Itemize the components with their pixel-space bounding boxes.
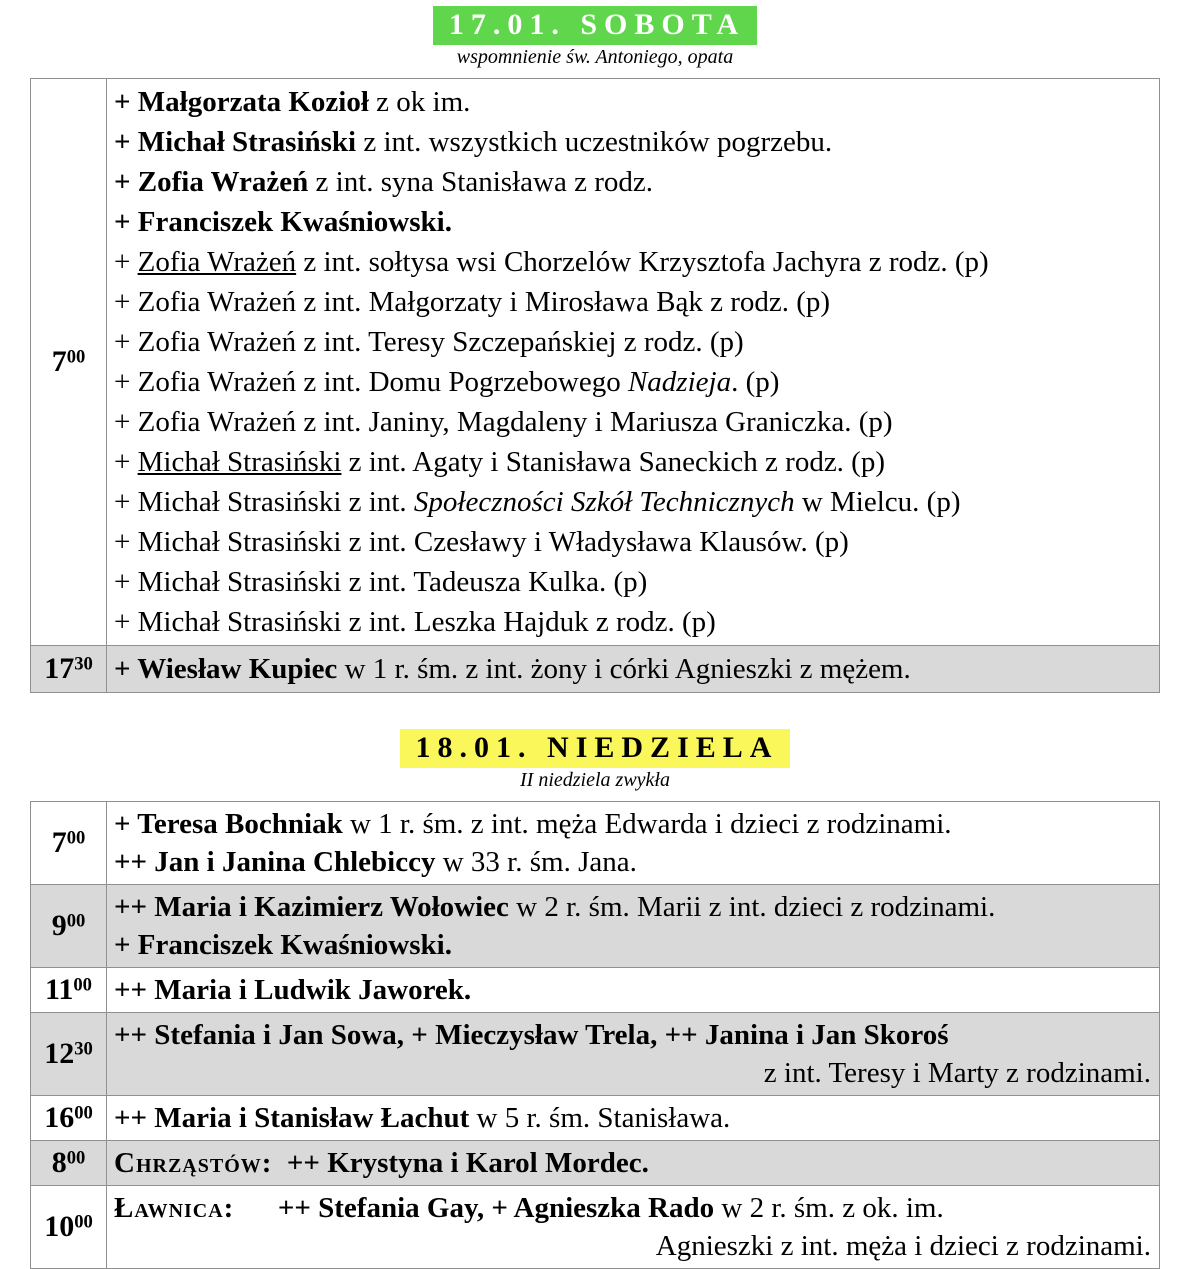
sunday-subtitle: II niedziela zwykła bbox=[520, 769, 670, 791]
mass-row-800 bbox=[31, 1141, 1160, 1186]
intention-line bbox=[114, 1016, 1151, 1054]
saturday-header-wrap bbox=[30, 6, 1160, 45]
intention-line bbox=[114, 843, 1151, 881]
mass-time-hour: 11 bbox=[45, 973, 74, 1006]
intention-text-segment bbox=[272, 1147, 287, 1179]
intention-text-segment: w 1 r. śm. z int. żony i córki Agnieszki z mężem. bbox=[337, 653, 911, 685]
intention-text-segment: z int. wszystkich uczestników pogrzebu. bbox=[356, 126, 833, 158]
intention-text-segment: + Zofia Wrażeń z int. Domu Pogrzebowego bbox=[114, 366, 628, 398]
intention-text-segment: + Franciszek Kwaśniowski. bbox=[114, 929, 452, 961]
mass-intentions-cell bbox=[107, 1186, 1160, 1269]
intention-text-segment: Ławnica: bbox=[114, 1192, 235, 1224]
intention-line bbox=[114, 888, 1151, 926]
intention-line bbox=[114, 971, 1151, 1009]
intention-text-segment: + Michał Strasiński z int. Tadeusza Kulka. (p) bbox=[114, 566, 648, 598]
mass-row-1100 bbox=[31, 968, 1160, 1013]
intention-text-segment: z int. Teresy i Marty z rodzinami. bbox=[763, 1057, 1151, 1089]
section-saturday bbox=[30, 6, 1160, 693]
intention-text-segment: w Mielcu. (p) bbox=[794, 486, 961, 518]
intention-line bbox=[114, 926, 1151, 964]
intention-line bbox=[114, 82, 1151, 122]
mass-intentions-cell bbox=[107, 1096, 1160, 1141]
intention-text-segment: Zofia Wrażeń bbox=[137, 246, 297, 278]
intention-text-segment: w 2 r. śm. z ok. im. bbox=[714, 1192, 944, 1224]
mass-intentions-cell bbox=[107, 802, 1160, 885]
mass-row-1730 bbox=[31, 646, 1160, 693]
intention-text-segment: Nadzieja bbox=[627, 366, 732, 398]
mass-time-hour: 17 bbox=[44, 652, 75, 685]
intention-text-segment: Chrząstów: bbox=[114, 1147, 273, 1179]
intention-line bbox=[114, 522, 1151, 562]
intention-text-segment: + Zofia Wrażeń z int. Małgorzaty i Mirosława Bąk z rodz. (p) bbox=[114, 286, 831, 318]
intention-line bbox=[114, 649, 1151, 689]
mass-time bbox=[31, 802, 107, 885]
mass-time-hour: 10 bbox=[44, 1210, 75, 1243]
mass-row-1000 bbox=[31, 1186, 1160, 1269]
intention-text-segment: ++ Jan i Janina Chlebiccy bbox=[114, 846, 436, 878]
intention-line bbox=[114, 162, 1151, 202]
intention-text-segment: Agnieszki z int. męża i dzieci z rodzinami. bbox=[655, 1230, 1151, 1262]
mass-intentions-cell bbox=[107, 968, 1160, 1013]
mass-time-minutes: 30 bbox=[74, 653, 93, 675]
intention-text-segment: w 2 r. śm. Marii z int. dzieci z rodzinami. bbox=[508, 891, 996, 923]
sunday-day-header: 18.01. NIEDZIELA bbox=[400, 729, 791, 768]
intention-line bbox=[114, 282, 1151, 322]
mass-row-1230 bbox=[31, 1013, 1160, 1096]
intention-text-segment: z int. Agaty i Stanisława Saneckich z rodz. (p) bbox=[341, 446, 886, 478]
sunday-mass-table bbox=[30, 801, 1160, 1269]
intention-text-segment: + Zofia Wrażeń z int. Teresy Szczepańskiej z rodz. (p) bbox=[114, 326, 744, 358]
saturday-day-header: 17.01. SOBOTA bbox=[433, 6, 757, 45]
intention-text-segment: ++ Maria i Ludwik Jaworek. bbox=[114, 974, 472, 1006]
intention-line bbox=[114, 1054, 1151, 1092]
mass-time-hour: 16 bbox=[44, 1101, 75, 1134]
mass-time-minutes: 00 bbox=[74, 1211, 93, 1233]
intention-text-segment: + Michał Strasiński bbox=[114, 126, 357, 158]
sunday-header-wrap bbox=[30, 729, 1160, 768]
intention-text-segment: + Wiesław Kupiec bbox=[114, 653, 338, 685]
intention-text-segment: . (p) bbox=[731, 366, 780, 398]
intention-text-segment: + bbox=[114, 446, 138, 478]
intention-text-segment: Społeczności Szkół Technicznych bbox=[413, 486, 795, 518]
mass-time-minutes: 00 bbox=[66, 346, 86, 368]
intention-text-segment: + Teresa Bochniak bbox=[114, 808, 343, 840]
mass-row-1600 bbox=[31, 1096, 1160, 1141]
intention-text-segment: ++ Stefania Gay, + Agnieszka Rado bbox=[277, 1192, 715, 1224]
intention-text-segment: w 33 r. śm. Jana. bbox=[435, 846, 637, 878]
mass-intentions-cell bbox=[107, 646, 1160, 693]
intention-text-segment: + Michał Strasiński z int. bbox=[114, 486, 414, 518]
mass-time-minutes: 00 bbox=[66, 1147, 86, 1169]
mass-intentions-cell bbox=[107, 79, 1160, 646]
intention-text-segment: z int. sołtysa wsi Chorzelów Krzysztofa Jachyra z rodz. (p) bbox=[296, 246, 989, 278]
mass-time bbox=[31, 885, 107, 968]
intention-text-segment: z int. syna Stanisława z rodz. bbox=[308, 166, 653, 198]
intention-text-segment: ++ Stefania i Jan Sowa, + Mieczysław Trela, ++ Janina i Jan Skoroś bbox=[114, 1019, 949, 1051]
section-sunday bbox=[30, 729, 1160, 1269]
intention-text-segment: z ok im. bbox=[368, 86, 471, 118]
mass-row-900 bbox=[31, 885, 1160, 968]
mass-time bbox=[31, 1186, 107, 1269]
mass-time-minutes: 30 bbox=[74, 1038, 93, 1060]
intention-text-segment: w 1 r. śm. z int. męża Edwarda i dzieci z rodzinami. bbox=[342, 808, 952, 840]
intention-text-segment: + Franciszek Kwaśniowski. bbox=[114, 206, 452, 238]
intention-line bbox=[114, 322, 1151, 362]
mass-row-700 bbox=[31, 79, 1160, 646]
mass-time bbox=[31, 79, 107, 646]
mass-time-minutes: 00 bbox=[66, 910, 86, 932]
mass-time-hour: 12 bbox=[44, 1037, 75, 1070]
mass-row-700 bbox=[31, 802, 1160, 885]
mass-time-hour: 9 bbox=[51, 909, 67, 942]
mass-intentions-cell bbox=[107, 885, 1160, 968]
intention-line bbox=[114, 482, 1151, 522]
intention-line bbox=[114, 1227, 1151, 1265]
intention-line bbox=[114, 242, 1151, 282]
mass-time-minutes: 00 bbox=[74, 1102, 93, 1124]
mass-time bbox=[31, 1096, 107, 1141]
mass-time-minutes: 00 bbox=[73, 974, 92, 996]
intention-text-segment: ++ Maria i Stanisław Łachut bbox=[114, 1102, 470, 1134]
mass-intentions-cell bbox=[107, 1141, 1160, 1186]
mass-time bbox=[31, 646, 107, 693]
intention-text-segment: + Michał Strasiński z int. Leszka Hajduk z rodz. (p) bbox=[114, 606, 716, 638]
mass-time-hour: 8 bbox=[51, 1146, 67, 1179]
intention-text-segment: + Michał Strasiński z int. Czesławy i Władysława Klausów. (p) bbox=[114, 526, 849, 558]
intention-text-segment: + Zofia Wrażeń z int. Janiny, Magdaleny i Mariusza Graniczka. (p) bbox=[114, 406, 893, 438]
mass-time-hour: 7 bbox=[51, 345, 67, 378]
intention-line bbox=[114, 805, 1151, 843]
intention-line bbox=[114, 1189, 1151, 1227]
mass-time-hour: 7 bbox=[51, 826, 67, 859]
intention-text-segment: ++ Krystyna i Karol Mordec. bbox=[286, 1147, 649, 1179]
intention-text-segment bbox=[234, 1192, 278, 1224]
intention-text-segment: + Małgorzata Kozioł bbox=[114, 86, 369, 118]
intention-line bbox=[114, 362, 1151, 402]
intention-line bbox=[114, 602, 1151, 642]
saturday-subtitle: wspomnienie św. Antoniego, opata bbox=[456, 46, 734, 68]
mass-intentions-cell bbox=[107, 1013, 1160, 1096]
intention-text-segment: w 5 r. śm. Stanisława. bbox=[469, 1102, 731, 1134]
intention-text-segment: + Zofia Wrażeń bbox=[114, 166, 309, 198]
mass-time bbox=[31, 1141, 107, 1186]
intention-line bbox=[114, 1144, 1151, 1182]
mass-time bbox=[31, 968, 107, 1013]
intention-line bbox=[114, 122, 1151, 162]
section-divider bbox=[30, 693, 1160, 729]
mass-time-minutes: 00 bbox=[66, 827, 86, 849]
intention-text-segment: + bbox=[114, 246, 138, 278]
intention-line bbox=[114, 402, 1151, 442]
saturday-mass-table bbox=[30, 78, 1160, 693]
intention-line bbox=[114, 1099, 1151, 1137]
intention-line bbox=[114, 562, 1151, 602]
intention-line bbox=[114, 442, 1151, 482]
intention-text-segment: Michał Strasiński bbox=[137, 446, 342, 478]
intention-text-segment: ++ Maria i Kazimierz Wołowiec bbox=[114, 891, 509, 923]
mass-time bbox=[31, 1013, 107, 1096]
mass-intentions-page bbox=[30, 0, 1160, 1269]
intention-line bbox=[114, 202, 1151, 242]
